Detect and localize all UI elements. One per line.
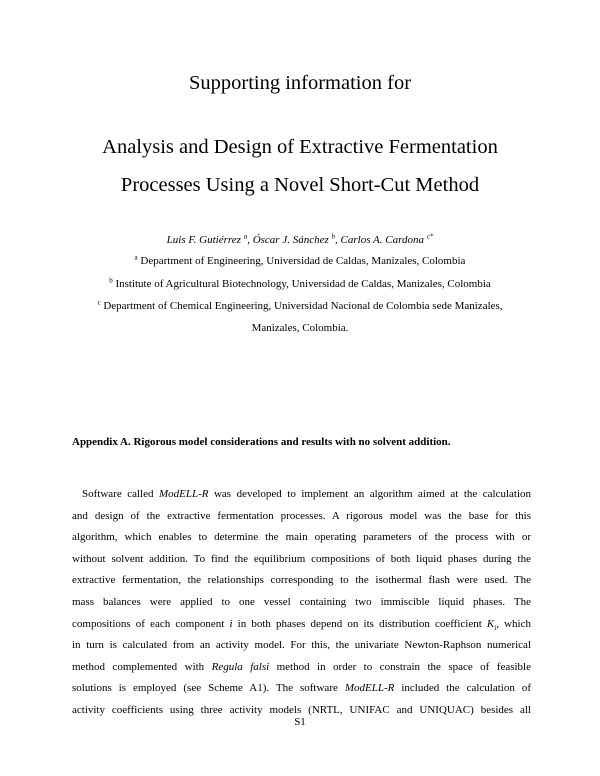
affiliation-a [0, 255, 600, 267]
affiliation-b-mark: b [109, 276, 113, 285]
paragraph-line: Software called ModELL-R was developed to implement an algorithm aimed at the calculation [82, 488, 532, 500]
paragraph-line: in turn is calculated from an activity model. For this, the univariate Newton-Raphson numerical [72, 639, 531, 652]
author-1: Luis F. Gutiérrez [166, 234, 241, 246]
author-2: Óscar J. Sánchez [252, 234, 329, 246]
title-line-1: Analysis and Design of Extractive Fermentation [102, 136, 498, 158]
distribution-coefficient-symbol: K [486, 617, 495, 630]
page-number: S1 [294, 716, 306, 728]
affiliation-a-text: Department of Engineering, Universidad de Caldas, Manizales, Colombia [140, 255, 466, 267]
paragraph-line: and design of the extractive fermentation processes. A rigorous model was the base for this [72, 509, 531, 522]
title-prefix: Supporting information for [188, 72, 412, 94]
method-name: Regula falsi [211, 660, 270, 673]
component-symbol: i [229, 617, 233, 630]
paragraph-line: solutions is employed (see Scheme A1). The software ModELL-R included the calculation of [72, 682, 531, 695]
section-heading: Appendix A. Rigorous model considerations and results with no solvent addition. [72, 436, 451, 448]
affiliation-b [0, 278, 600, 290]
affiliation-a-mark: a [134, 253, 138, 262]
affiliation-b-text: Institute of Agricultural Biotechnology, Universidad de Caldas, Manizales, Colombia [115, 278, 491, 290]
author-3-affil-mark: c* [426, 232, 434, 241]
author-1-affil-mark: a [243, 232, 248, 241]
affiliation-c-text: Department of Chemical Engineering, Universidad Nacional de Colombia sede Manizales, [103, 300, 503, 312]
software-name: ModELL-R [344, 682, 395, 695]
author-list: Luis F. Gutiérrez $^a$, Óscar J. Sánchez $^b$, Carlos A. Cardona $^{c*}$ [166, 232, 434, 246]
paragraph-line: method complemented with Regula falsi method in order to constrain the space of feasible [72, 660, 531, 673]
paragraph-line: activity coefficients using three activity models (NRTL, UNIFAC and UNIQUAC) besides all [72, 703, 531, 716]
paragraph-line: compositions of each component i in both phases depend on its distribution coefficient $K_i$, which [72, 617, 531, 632]
paragraph-line: without solvent addition. To find the equilibrium compositions of both liquid phases during the [72, 552, 531, 565]
author-3: Carlos A. Cardona [340, 234, 424, 246]
paragraph-line: algorithm, which enables to determine the main operating parameters of the process with or [72, 531, 531, 544]
affiliation-c-continued: Manizales, Colombia. [251, 322, 349, 334]
paragraph-line: mass balances were applied to one vessel containing two immiscible liquid phases. The [72, 595, 531, 608]
author-2-affil-mark: b [331, 232, 336, 241]
paragraph-line: extractive fermentation, the relationships corresponding to the isothermal flash were used. The [72, 574, 531, 587]
affiliation-c-mark: c [97, 298, 101, 307]
body-paragraph [72, 484, 531, 722]
title-line-2: Processes Using a Novel Short-Cut Method [120, 174, 480, 196]
distribution-coefficient-subscript: i [494, 623, 497, 632]
affiliation-c [0, 300, 600, 312]
software-name: ModELL-R [158, 488, 209, 500]
